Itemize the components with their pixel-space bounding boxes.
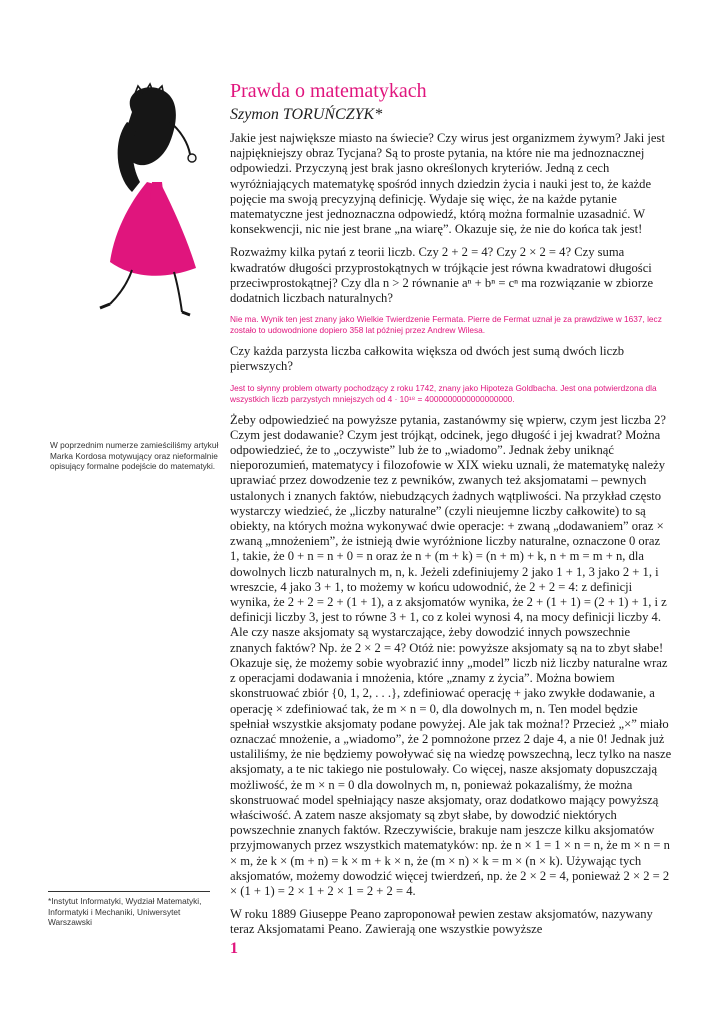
paragraph-number-theory-questions: Rozważmy kilka pytań z teorii liczb. Czy 2 + 2 = 4? Czy 2 × 2 = 4? Czy suma kwadratów długości przyprostokątnych w trójkącie jest równa kwadratowi długości przeciwprostokątnej? Czy dla n > 2 równanie aⁿ + bⁿ = cⁿ ma rozwiązanie w zbiorze dodatnich liczbach naturalnych?: [230, 245, 654, 306]
paragraph-intro: Jakie jest największe miasto na świecie? Czy wirus jest organizmem żywym? Jaki jest najpiękniejszy obraz Tycjana? Są to proste pytania, na które nie ma jednoznacznej odpowiedzi. Przyczyną jest brak jasno określonych kryteriów. Jedną z cech wyróżniających matematykę spośród innych dziedzin życia i nauki jest to, że każde pojęcie ma swoją precyzyjną definicję. Wydaje się więc, że na każde pytanie matematyczne jest jednoznaczna odpowiedź, którą można formalnie uzasadnić. W konsekwencji, nic nie jest brane „na wiarę”. Okazuje się, że nie do końca tak jest!: [230, 131, 665, 237]
paragraph-axioms: Żeby odpowiedzieć na powyższe pytania, zastanówmy się wpierw, czym jest liczba 2? Czym jest dodawanie? Czym jest trójkąt, odcinek, jego długość i jej kwadrat? Można odpowiedzieć, że to „oczywiste” lub że to „wiadomo”. Jednak żeby uniknąć nieporozumień, matematycy i filozofowie w XIX wieku uznali, że matematykę należy uprawiać przez dowodzenie tez z pewników, zwanych też aksjomatami – pewnych ustalonych i znanych faktów, niebudzących żadnych wątpliwości. Na przykład często wystarczy wiedzieć, że „liczby naturalne” (czyli nieujemne liczby całkowite) to są obiekty, na których można wykonywać dwie operacje: + zwaną „dodawaniem” oraz × zwaną „mnożeniem”, że istnieją dwie wyróżnione liczby naturalne, oznaczone 0 oraz 1, takie, że 0 + n = n + 0 = n oraz że n + (m + k) = (n + m) + k, n + m = m + n, dla dowolnych liczb naturalnych m, n, k. Jeżeli zdefiniujemy 2 jako 1 + 1, 3 jako 2 + 1, i wreszcie, 4 jako 3 + 1, to możemy w końcu udowodnić, że 2 + 2 = 4: z definicji wynika, że 2 + 2 = 2 + (1 + 1), a z aksjomatów wynika, że 2 + (1 + 1) = (2 + 1) + 1, i z definicji liczby 3, jest to równe 3 + 1, co z kolei wynosi 4, na mocy definicji liczby 4. Ale czy nasze aksjomaty są wystarczające, żeby dowodzić innych powszechnie znanych faktów? Np. że 2 × 2 = 4? Otóż nie: powyższe aksjomaty są na to zbyt słabe! Okazuje się, że możemy sobie wyobrazić inny „model” liczb niż liczby naturalne wraz z operacjami dodawania i mnożenia, które „znamy z życia”. Można bowiem skonstruować zbiór {0, 1, 2, . . .}, zdefiniować operację + jako zwykłe dodawanie, a operację × zdefiniować tak, że m × n = 0, dla dowolnych m, n. Ten model będzie spełniał wszystkie aksjomaty podane powyżej. Ale jak tak można!? Przecież „×” miało oznaczać mnożenie, a „wiadomo”, że 2 pomnożone przez 2 daje 4, a nie 0! Jednak już ustaliliśmy, że nie będziemy powoływać się na wiedzę powszechną, lecz tylko na nasze aksjomaty, a te nic takiego nie postulowały. Co więcej, nasze aksjomaty dopuszczają możliwość, że m × n = 0 dla dowolnych m, n, ponieważ pokazaliśmy, że można skonstruować model spełniający nasze aksjomaty, oraz dodatkowo mający powyższą właściwość. A zatem nasze aksjomaty są zbyt słabe, by dowodzić niektórych powszechnie znanych faktów. Rzeczywiście, brakuje nam jeszcze kilku aksjomatów przyjmowanych przez wszystkich matematyków: np. że n × 1 = 1 × n = n, że m × n = n × m, że k × (m + n) = k × m + k × n, że (m × n) × k = m × (n × k). Używając tych aksjomatów, możemy dowodzić więcej twierdzeń, np. że 2 × 2 = 4, ponieważ 2 × 2 = 2 × (1 + 1) = 2 × 1 + 2 × 1 = 2 + 2 = 4.: [230, 412, 672, 898]
footnote-divider: [48, 891, 210, 892]
girl-in-pink-dress-illustration: [92, 82, 222, 322]
note-fermat: Nie ma. Wynik ten jest znany jako Wielkie Twierdzenie Fermata. Pierre de Fermat uznał je za prawdziwe w 1637, lecz zostało to udowodnione dopiero 358 lat później przez Andrew Wilesa.: [230, 314, 662, 336]
paragraph-peano: W roku 1889 Giuseppe Peano zaproponował pewien zestaw aksjomatów, nazywany teraz Aksjomatami Peano. Zawierają one wszystkie powyższe: [230, 907, 653, 937]
page-number: 1: [230, 940, 238, 957]
paragraph-goldbach-question: Czy każda parzysta liczba całkowita większa od dwóch jest sumą dwóch liczb pierwszych?: [230, 344, 625, 374]
article-author: Szymon TORUŃCZYK*: [230, 106, 383, 123]
affiliation-footnote: *Instytut Informatyki, Wydział Matematyki, Informatyki i Mechaniki, Uniwersytet Warszawski: [48, 896, 202, 927]
article-body: [230, 131, 672, 946]
margin-note: W poprzednim numerze zamieściliśmy artykuł Marka Kordosa motywujący oraz nieformalnie opisujący formalne podejście do matematyki.: [50, 440, 219, 471]
article-title: Prawda o matematykach: [230, 80, 427, 102]
note-goldbach: Jest to słynny problem otwarty pochodzący z roku 1742, znany jako Hipoteza Goldbacha. Jest ona potwierdzona dla wszystkich liczb parzystych mniejszych od 4 · 10¹⁸ = 4000000000000000000.: [230, 382, 657, 404]
